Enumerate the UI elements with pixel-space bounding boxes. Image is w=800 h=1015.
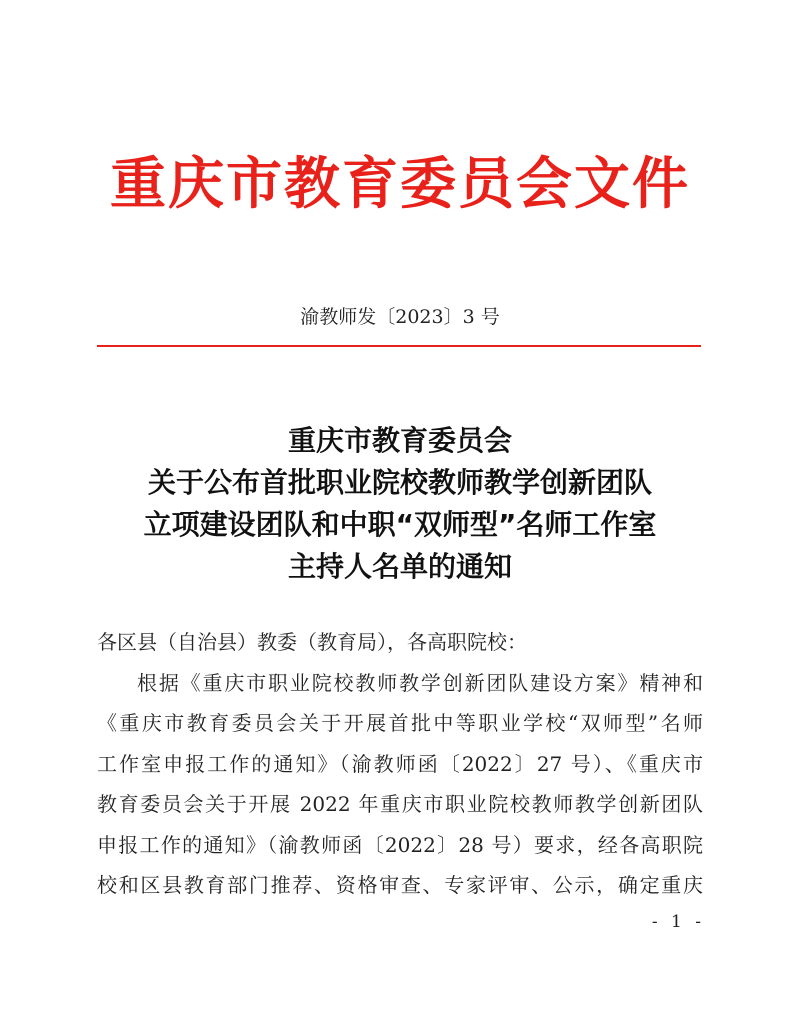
salutation: 各区县（自治县）教委（教育局），各高职院校： — [97, 630, 527, 654]
body-line: 工作室申报工作的通知》（渝教师函〔2022〕27 号）、《重庆市 — [97, 751, 703, 776]
title-line: 重庆市教育委员会 — [287, 424, 512, 457]
body-line: 校和区县教育部门推荐、资格审查、专家评审、公示，确定重庆 — [97, 873, 703, 897]
document-number: 渝教师发〔2023〕3 号 — [300, 306, 500, 328]
body-line: 《重庆市教育委员会关于开展首批中等职业学校“双师型”名师 — [97, 711, 703, 735]
body-line: 教育委员会关于开展 2022 年重庆市职业院校教师教学创新团队 — [97, 792, 703, 816]
page-number: - 1 - — [651, 912, 705, 932]
document-body — [97, 622, 703, 906]
red-divider-line — [97, 345, 701, 347]
title-line: 关于公布首批职业院校教师教学创新团队 — [147, 466, 652, 499]
document-masthead: 重庆市教育委员会文件 — [110, 152, 690, 217]
body-line: 申报工作的通知》（渝教师函〔2022〕28 号）要求，经各高职院 — [97, 832, 703, 857]
title-line: 主持人名单的通知 — [287, 550, 512, 583]
document-title — [0, 420, 800, 588]
body-line: 根据《重庆市职业院校教师教学创新团队建设方案》精神和 — [137, 670, 703, 695]
title-line: 立项建设团队和中职“双师型”名师工作室 — [143, 508, 657, 541]
